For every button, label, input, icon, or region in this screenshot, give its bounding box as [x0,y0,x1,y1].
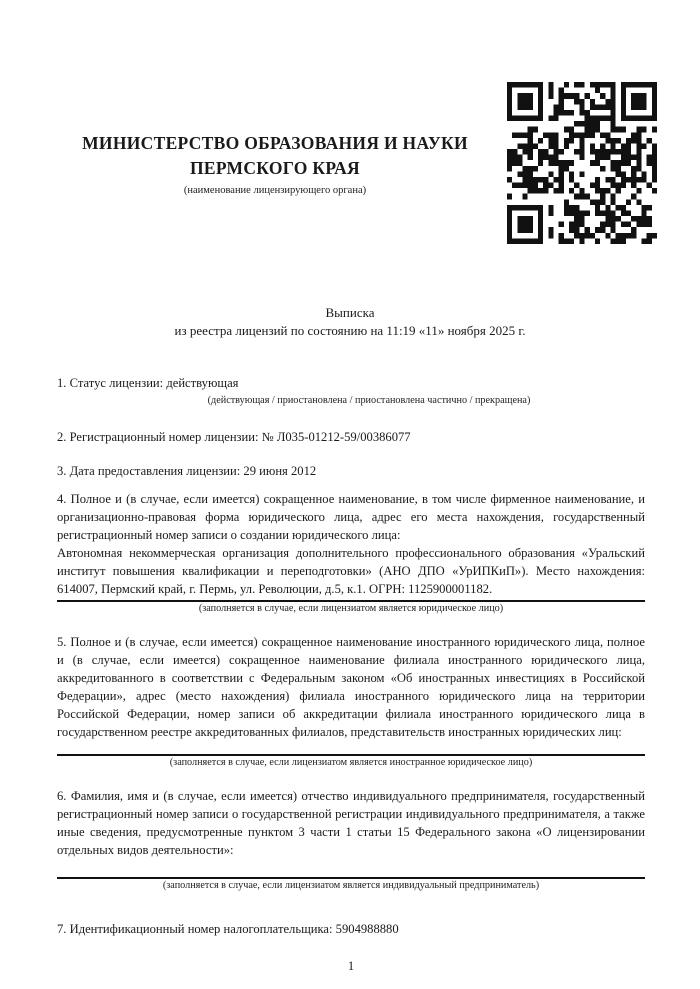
item-4-fill-caption: (заполняется в случае, если лицензиатом является юридическое лицо) [198,603,504,614]
document-title-block [0,304,700,339]
document-body [0,374,700,975]
item-3-license-grant-date: 3. Дата предоставления лицензии: 29 июня 2012 [57,464,317,478]
item-5-fill-caption: (заполняется в случае, если лицензиатом является иностранное юридическое лицо) [169,757,533,768]
item-2-registration-number: 2. Регистрационный номер лицензии: № Л035-01212-59/00386077 [57,430,411,444]
licensing-authority-caption: (наименование лицензирующего органа) [183,184,367,196]
document-title-date-line: из реестра лицензий по состоянию на 11:19 «11» ноября 2025 г. [174,322,526,338]
item-1-options-caption: (действующая / приостановлена / приостановлена частично / прекращена) [207,395,531,406]
ministry-name-line2: ПЕРМСКОГО КРАЯ [190,157,360,178]
item-1-license-status: 1. Статус лицензии: действующая [57,376,239,390]
item-6-fill-caption: (заполняется в случае, если лицензиатом является индивидуальный предприниматель) [162,880,540,891]
item-4-legal-entity-value: Автономная некоммерческая организация дополнительного профессионального образования «Уральский институт повышения квалификации и переподготовки» (АНО ДПО «УрИПКиП»). Место нахождения: 614007, Пермский край, г. Пермь, ул. Революции, д.5, к.1. ОГРН: 1125900001182. [57,546,645,596]
page-number: 1 [347,959,355,973]
document-header [0,0,700,244]
item-4-legal-entity-heading: 4. Полное и (в случае, если имеется) сокращенное наименование, в том числе фирменное наименование, и организационно-правовая форма юридического лица, адрес его места нахождения, государственный регистрационный номер записи о создании юридического лица: [57,492,645,542]
licensing-authority-block [57,131,507,196]
qr-code [507,82,657,244]
item-6-entrepreneur-heading: 6. Фамилия, имя и (в случае, если имеется) отчество индивидуального предпринимателя, государственный регистрационный номер записи о государственной регистрации индивидуального предпринимателя, а также иные сведения, предусмотренные пунктом 3 части 1 статьи 15 Федерального закона «О лицензировании отдельных видов деятельности»: [57,789,645,857]
item-5-foreign-entity-heading: 5. Полное и (в случае, если имеется) сокращенное наименование иностранного юридического лица, полное и (в случае, если имеется) сокращенное наименование филиала иностранного юридического лица, аккредитованного в соответствии с Федеральным законом «Об иностранных инвестициях в Российской Федерации», адрес (место нахождения) филиала иностранного юридического лица на территории Российской Федерации, номер записи об аккредитации филиала иностранного юридического лица в государственном реестре аккредитованных филиалов, представительств иностранных юридических лиц: [57,635,645,739]
document-title: Выписка [325,305,375,320]
ministry-name-line1: МИНИСТЕРСТВО ОБРАЗОВАНИЯ И НАУКИ [82,132,468,153]
item-7-taxpayer-id: 7. Идентификационный номер налогоплательщика: 5904988880 [57,922,399,936]
